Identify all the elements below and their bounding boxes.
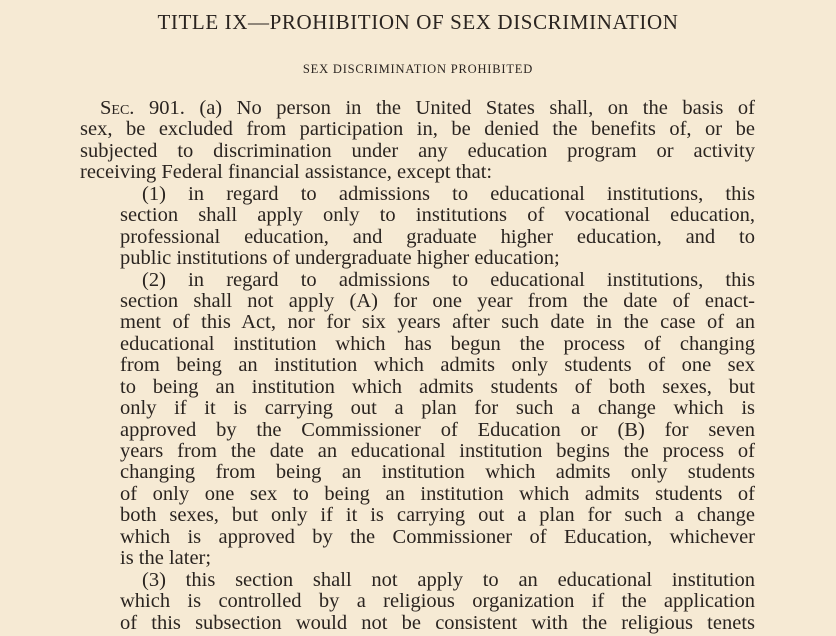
document-title: TITLE IX—PROHIBITION OF SEX DISCRIMINATION xyxy=(157,10,679,34)
text-line: (3) this section shall not apply to an educational institution xyxy=(142,569,755,591)
text-line: (2) in regard to admissions to educational institutions, this xyxy=(142,269,755,291)
section-label: Sec. xyxy=(100,98,135,119)
text-line: sex, be excluded from participation in, be denied the benefits of, or be xyxy=(80,119,755,141)
text-line: receiving Federal financial assistance, except that: xyxy=(80,162,493,184)
text-line: only if it is carrying out a plan for such a change which is xyxy=(120,398,755,420)
text-line: is the later; xyxy=(120,548,212,570)
text-line: approved by the Commissioner of Education or (B) for seven xyxy=(120,419,755,441)
statute-text xyxy=(80,98,755,634)
text-line: subjected to discrimination under any education program or activity xyxy=(80,140,755,162)
text-line: from being an institution which admits only students of one sex xyxy=(120,355,755,377)
text-line: both sexes, but only if it is carrying out a plan for such a change xyxy=(120,505,755,527)
text-line: public institutions of undergraduate higher education; xyxy=(120,248,560,270)
text-line: which is approved by the Commissioner of Education, whichever xyxy=(120,526,755,548)
text-line: to being an institution which admits students of both sexes, but xyxy=(120,376,755,398)
text-line: of only one sex to being an institution which admits students of xyxy=(120,483,755,505)
text-line: changing from being an institution which admits only students xyxy=(120,462,755,484)
text-line: of this subsection would not be consistent with the religious tenets xyxy=(120,612,755,634)
text-line: ment of this Act, nor for six years after such date in the case of an xyxy=(120,312,755,334)
text-line xyxy=(80,98,755,119)
text-line: (1) in regard to admissions to educational institutions, this xyxy=(142,183,755,205)
text-line: section shall not apply (A) for one year from the date of enact- xyxy=(120,290,755,312)
text-line: educational institution which has begun the process of changing xyxy=(120,333,755,355)
text-line-content: 901. (a) No person in the United States shall, on the basis of xyxy=(134,98,755,119)
text-line: section shall apply only to institutions of vocational education, xyxy=(120,205,755,227)
text-line: years from the date an educational institution begins the process of xyxy=(120,441,755,462)
section-heading: SEX DISCRIMINATION PROHIBITED xyxy=(302,62,534,76)
text-line: which is controlled by a religious organization if the application xyxy=(120,591,755,613)
text-line: professional education, and graduate higher education, and to xyxy=(120,226,755,248)
